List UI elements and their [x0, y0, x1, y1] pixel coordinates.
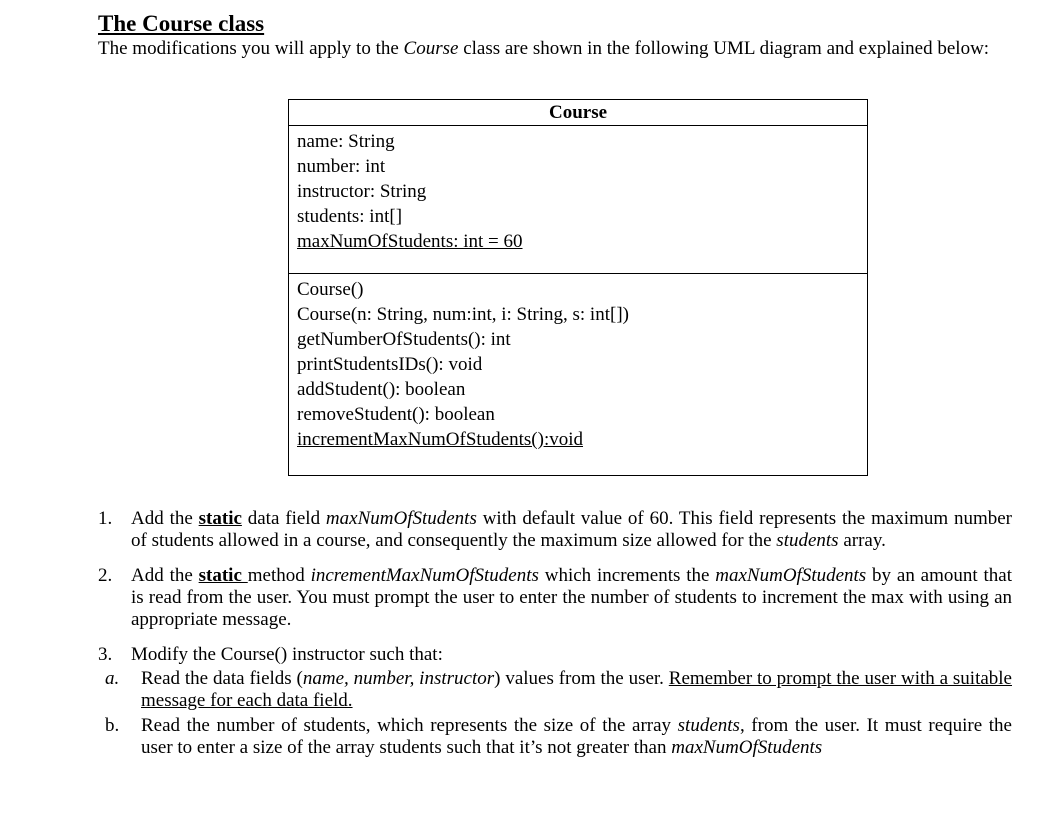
section-title: The Course class — [98, 11, 265, 36]
item-text: method — [247, 565, 311, 586]
uml-operation-row: Course() — [297, 279, 364, 300]
uml-attribute-row: maxNumOfStudents: int = 60 — [297, 231, 523, 252]
uml-attribute-row: number: int — [297, 156, 386, 177]
intro-text-1: The modifications you will apply to the — [98, 38, 404, 59]
field-name: maxNumOfStudents — [715, 565, 867, 586]
intro-text-2: class are shown in the following UML diagram and explained below: — [458, 38, 990, 59]
uml-operation-row: printStudentsIDs(): void — [297, 354, 483, 375]
static-keyword: static — [198, 508, 242, 529]
method-name: incrementMaxNumOfStudents — [310, 565, 539, 586]
item-text: Add the — [131, 565, 199, 586]
item-text: Read the number of students, which represents the size of the array — [141, 715, 678, 736]
sub-label: a. — [105, 668, 120, 689]
item-text: , from the user. It must require the user to enter a size of the array students such that it’s not greater than — [141, 715, 1012, 758]
document-page — [98, 10, 1013, 758]
list-item-2 — [98, 565, 1012, 631]
uml-attributes — [289, 126, 867, 274]
uml-operation-row: incrementMaxNumOfStudents():void — [297, 429, 584, 450]
item-text: which increments the — [538, 565, 716, 586]
uml-operation-row: Course(n: String, num:int, i: String, s: int[]) — [297, 304, 629, 325]
list-number: 2. — [98, 565, 113, 586]
intro-class-name: Course — [403, 38, 459, 59]
item-text: data field — [241, 508, 326, 529]
uml-attribute-row: students: int[] — [297, 206, 403, 227]
field-names: name, number, instructor — [302, 668, 495, 689]
sub-item-a — [98, 668, 1012, 712]
uml-attribute-row: name: String — [297, 131, 395, 152]
array-name: students — [677, 715, 740, 736]
uml-operation-row: addStudent(): boolean — [297, 379, 466, 400]
intro-paragraph — [98, 38, 1012, 60]
uml-attribute-row: instructor: String — [297, 181, 427, 202]
item-text: by an amount that is read from the user. You must prompt the user to enter the number of students to increment the max with using an appropriate message. — [131, 565, 1012, 630]
item-text: ) values from the user. — [494, 668, 669, 689]
item-text: with default value of 60. This field represents the maximum number of students allowed in a course, and consequently the maximum size allowed for the — [131, 508, 1013, 551]
list-item-1 — [98, 508, 1012, 552]
uml-operation-row: getNumberOfStudents(): int — [297, 329, 511, 350]
list-number: 3. — [98, 644, 113, 665]
sub-label: b. — [105, 715, 120, 736]
item-text: Add the — [131, 508, 199, 529]
field-name: maxNumOfStudents — [671, 737, 823, 758]
uml-operation-row: removeStudent(): boolean — [297, 404, 495, 425]
array-name: students — [776, 530, 839, 551]
list-number: 1. — [98, 508, 113, 529]
underlined-note: Remember to prompt the user with a suitable message for each data field. — [141, 668, 1012, 711]
item-text: array. — [838, 530, 886, 551]
sub-item-b — [98, 715, 1012, 759]
instruction-list — [98, 508, 1012, 762]
item-text: Read the data fields ( — [141, 668, 303, 689]
uml-operations — [289, 274, 867, 475]
uml-class-name: Course — [289, 100, 867, 126]
item-text: Modify the Course() instructor such that: — [131, 644, 443, 665]
static-keyword: static — [198, 565, 248, 586]
list-item-3 — [98, 644, 1012, 666]
uml-class-diagram — [288, 99, 868, 476]
field-name: maxNumOfStudents — [325, 508, 477, 529]
